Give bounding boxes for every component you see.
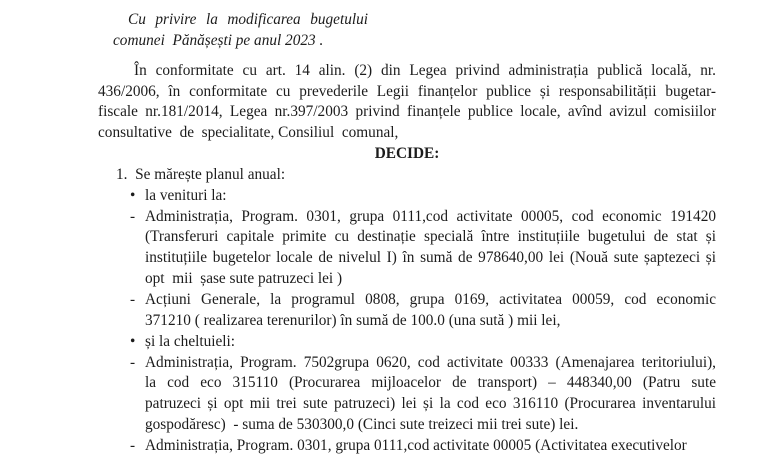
document-title-line1: Cu privire la modificarea bugetului (128, 11, 368, 28)
preamble-line4: consultative de specialitate, Consiliul comunal, (98, 124, 399, 142)
preamble-line1: În conformitate cu art. 14 alin. (2) din Legea privind administrația publică locală, nr. (134, 61, 716, 79)
preamble-line2: 436/2006, în conformitate cu prevederile Legii finanțelor publice și responsabilității bugetar- (98, 82, 716, 100)
document-title-line2: comunei Pănășești pe anul 2023 . (113, 31, 324, 49)
revenue-item-1-line1 (130, 207, 716, 228)
decide-heading: DECIDE: (374, 145, 440, 163)
expense-item-1-line4: gospodăresc) - suma de 530300,0 (Cinci sute treizeci mii trei sute) lei. (145, 416, 579, 434)
expense-item-2-text1: Administrația, Program. 0301, grupa 0111,cod activitate 00005 (Activitatea executivelor (145, 436, 687, 454)
bullet-revenues (130, 186, 768, 207)
bullet-revenues-label: la venituri la: (145, 186, 227, 204)
dash-marker: - (130, 290, 136, 308)
dash-marker: - (130, 353, 136, 371)
expense-item-1-line2: la cod eco 315110 (Procurarea mijloacelor de transport) – 448340,00 (Patru sute (145, 374, 716, 392)
bullet-marker: • (130, 186, 136, 204)
revenue-item-1-text1: Administrația, Program. 0301, grupa 0111,cod activitate 00005, cod economic 191420 (145, 207, 716, 225)
revenue-item-2-text1: Acțiuni Generale, la programul 0808, grupa 0169, activitatea 00059, cod economic (145, 290, 716, 308)
preamble-line3: fiscale nr.181/2014, Legea nr.397/2003 privind finanțele publice locale, avînd avizul comisiilor (98, 103, 716, 121)
revenue-item-2-line1 (130, 290, 716, 311)
revenue-item-2-line2: 371210 ( realizarea terenurilor) în sumă de 100.0 (una sută ) mii lei, (145, 311, 561, 329)
revenue-item-1-line4: opt mii șase sute patruzeci lei ) (145, 270, 343, 288)
bullet-expenses-label: și la cheltuieli: (145, 332, 236, 350)
expense-item-1-text1: Administrația, Program. 7502grupa 0620, cod activitate 00333 (Amenajarea teritoriului), (145, 353, 716, 371)
bullet-marker: • (130, 332, 136, 350)
expense-item-1-line1 (130, 353, 716, 374)
numbered-item-1: 1. Se mărește planul anual: (116, 165, 286, 183)
revenue-item-1-line3: instituțiile bugetelor locale de nivelul I) în sumă de 978640,00 lei (Nouă sute șaptezeci și (145, 249, 716, 267)
dash-marker: - (130, 207, 136, 225)
bullet-expenses (130, 332, 768, 353)
dash-marker: - (130, 436, 136, 454)
revenue-item-1-line2: (Transferuri capitale primite cu destinație specială între instituțiile bugetului de stat și (145, 228, 716, 246)
expense-item-2-line1 (130, 436, 768, 456)
expense-item-1-line3: patruzeci și opt mii trei sute patruzeci) lei și la cod eco 316110 (Procurarea inventarului (145, 395, 716, 413)
